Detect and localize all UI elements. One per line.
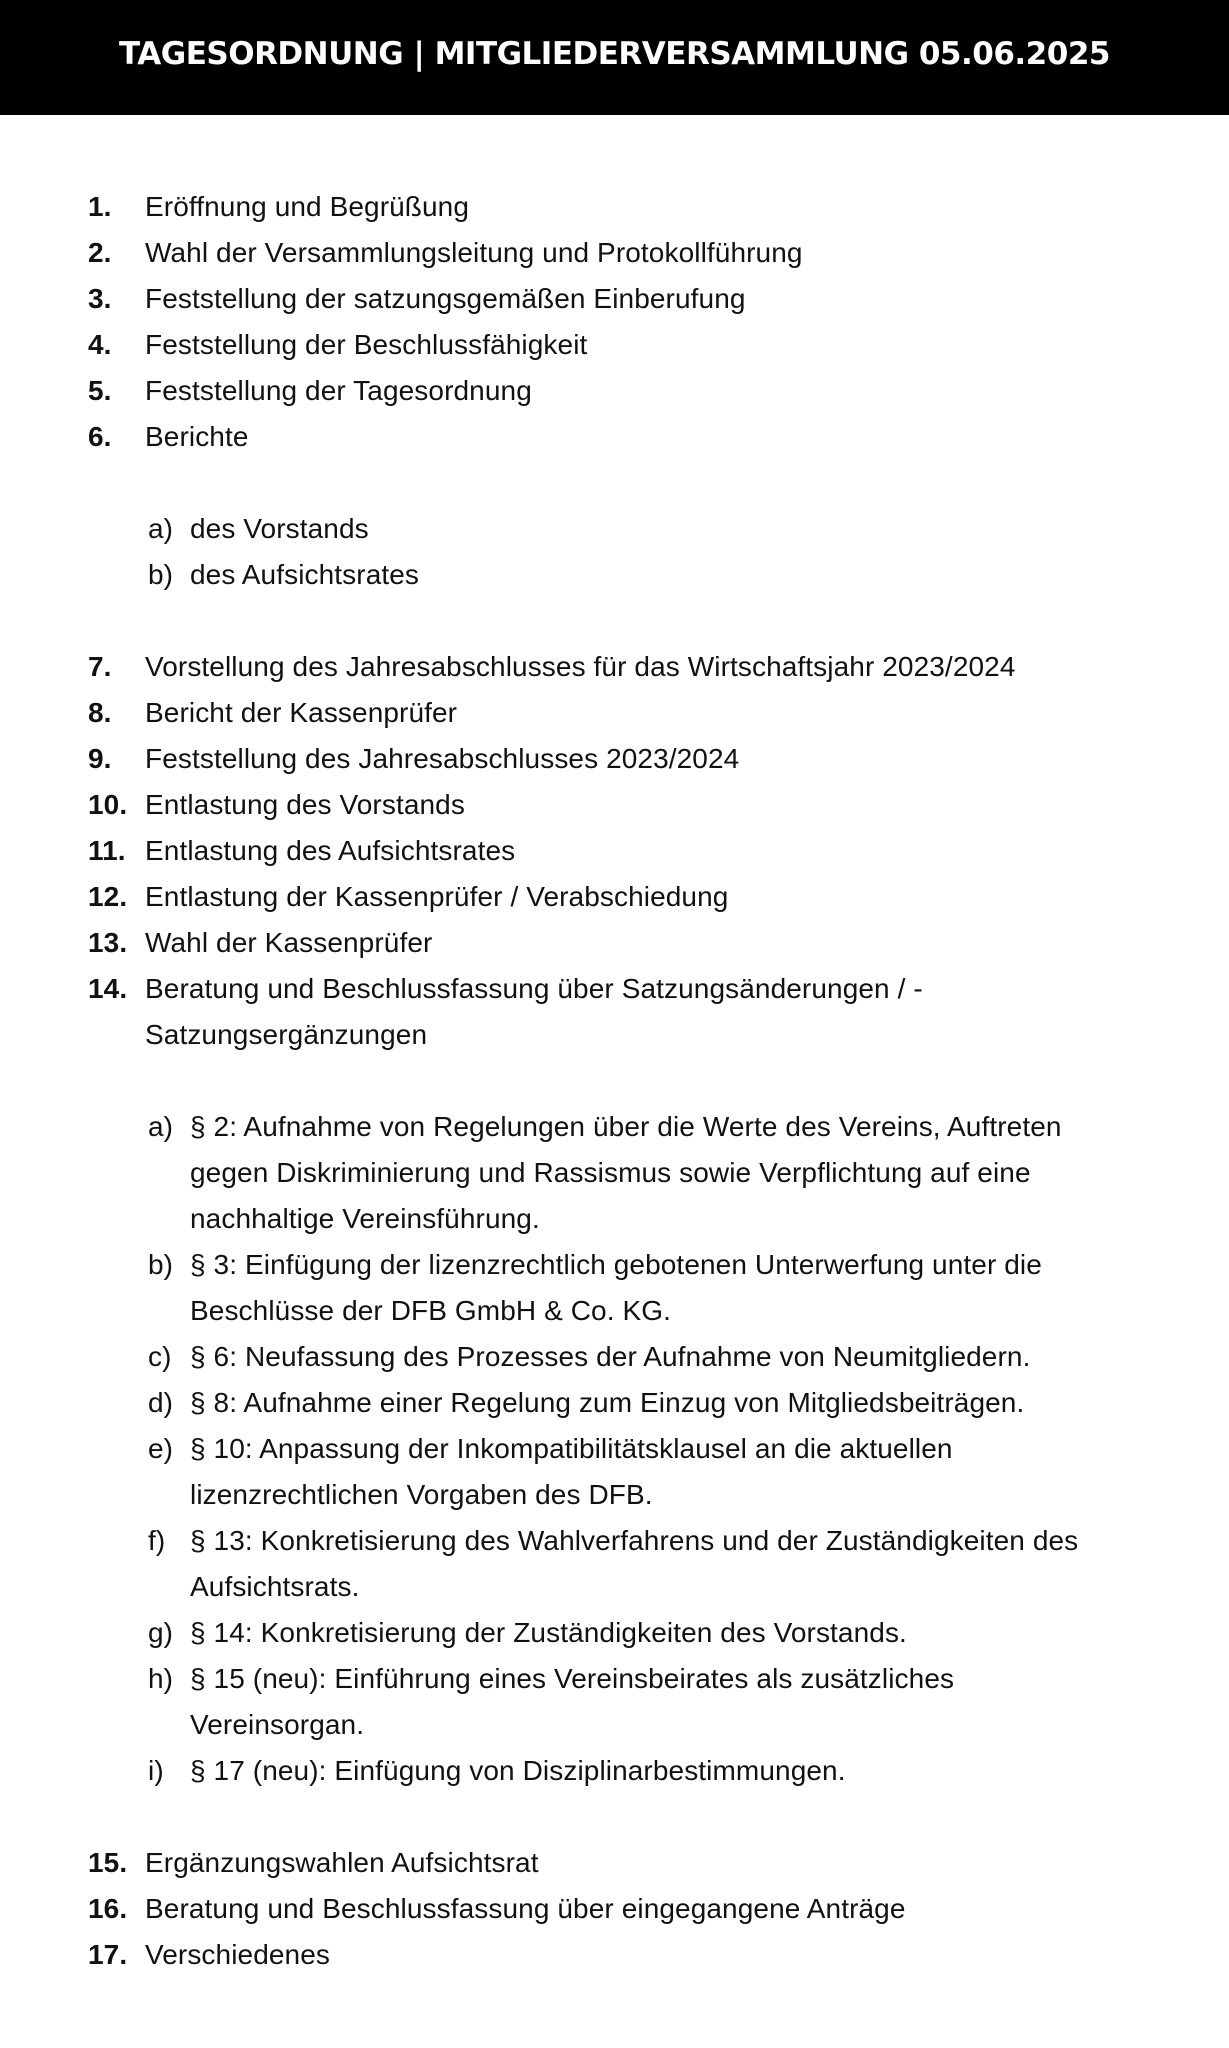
item-number: 14. [88,973,128,1004]
subitem-text: § 6: Neufassung des Prozesses der Aufnahme von Neumitgliedern. [190,1341,1031,1372]
item-text: Beratung und Beschlussfassung über Satzungsänderungen / - [145,973,923,1004]
subitem-text: § 17 (neu): Einfügung von Disziplinarbestimmungen. [190,1755,846,1786]
item-number: 2. [88,237,112,268]
subitem-text: lizenzrechtlichen Vorgaben des DFB. [190,1479,653,1510]
item-number: 16. [88,1893,128,1924]
page-title: TAGESORDNUNG | MITGLIEDERVERSAMMLUNG 05.06.2025 [119,35,1110,72]
item-number: 5. [88,375,112,406]
subitem-text: § 2: Aufnahme von Regelungen über die Werte des Vereins, Auftreten [190,1111,1062,1142]
subitem-text: § 3: Einfügung der lizenzrechtlich gebotenen Unterwerfung unter die [190,1249,1042,1280]
subitem-letter: a) [148,513,174,544]
item-number: 15. [88,1847,128,1878]
item-text: Eröffnung und Begrüßung [145,191,470,222]
item-text: Feststellung der Beschlussfähigkeit [145,329,588,360]
subitem-text: nachhaltige Vereinsführung. [190,1203,540,1234]
item-text: Entlastung des Aufsichtsrates [145,835,516,866]
subitem-text: § 14: Konkretisierung der Zuständigkeiten des Vorstands. [190,1617,907,1648]
item-number: 17. [88,1939,128,1970]
item-number: 4. [88,329,112,360]
item-text: Entlastung des Vorstands [145,789,465,820]
subitem-letter: e) [148,1433,174,1464]
subitem-text: Aufsichtsrats. [190,1571,360,1602]
subitem-text: § 15 (neu): Einführung eines Vereinsbeirates als zusätzliches [190,1663,955,1694]
subitem-text: Vereinsorgan. [190,1709,365,1740]
item-text: Entlastung der Kassenprüfer / Verabschiedung [145,881,729,912]
subitem-letter: a) [148,1111,174,1142]
subitem-text: des Vorstands [190,513,369,544]
subitem-text: gegen Diskriminierung und Rassismus sowie Verpflichtung auf eine [190,1157,1031,1188]
item-number: 11. [88,835,126,866]
item-text: Verschiedenes [145,1939,330,1970]
item-number: 3. [88,283,112,314]
subitem-text: des Aufsichtsrates [190,559,420,590]
subitem-letter: d) [148,1387,174,1418]
subitem-text: § 10: Anpassung der Inkompatibilitätsklausel an die aktuellen [190,1433,953,1464]
subitem-letter: h) [148,1663,174,1694]
item-number: 8. [88,697,112,728]
item-number: 13. [88,927,128,958]
item-number: 7. [88,651,112,682]
subitem-letter: f) [148,1525,166,1556]
item-number: 9. [88,743,112,774]
item-text: Feststellung der satzungsgemäßen Einberufung [145,283,746,314]
item-text: Ergänzungswahlen Aufsichtsrat [145,1847,539,1878]
subitem-letter: c) [148,1341,172,1372]
item-text: Feststellung der Tagesordnung [145,375,532,406]
subitem-letter: b) [148,1249,174,1280]
item-text-continuation: Satzungsergänzungen [145,1019,428,1050]
subitem-letter: i) [148,1755,164,1786]
item-number: 6. [88,421,112,452]
item-text: Feststellung des Jahresabschlusses 2023/2024 [145,743,740,774]
item-text: Beratung und Beschlussfassung über eingegangene Anträge [145,1893,906,1924]
subitem-letter: b) [148,559,174,590]
item-number: 10. [88,789,128,820]
subitem-text: § 13: Konkretisierung des Wahlverfahrens und der Zuständigkeiten des [190,1525,1079,1556]
item-text: Wahl der Kassenprüfer [145,927,433,958]
item-text: Bericht der Kassenprüfer [145,697,458,728]
item-text: Vorstellung des Jahresabschlusses für das Wirtschaftsjahr 2023/2024 [145,651,1016,682]
item-text: Wahl der Versammlungsleitung und Protokollführung [145,237,803,268]
subitem-text: Beschlüsse der DFB GmbH & Co. KG. [190,1295,672,1326]
item-number: 12. [88,881,128,912]
subitem-text: § 8: Aufnahme einer Regelung zum Einzug von Mitgliedsbeiträgen. [190,1387,1025,1418]
item-text: Berichte [145,421,249,452]
subitem-letter: g) [148,1617,174,1648]
item-number: 1. [88,191,112,222]
